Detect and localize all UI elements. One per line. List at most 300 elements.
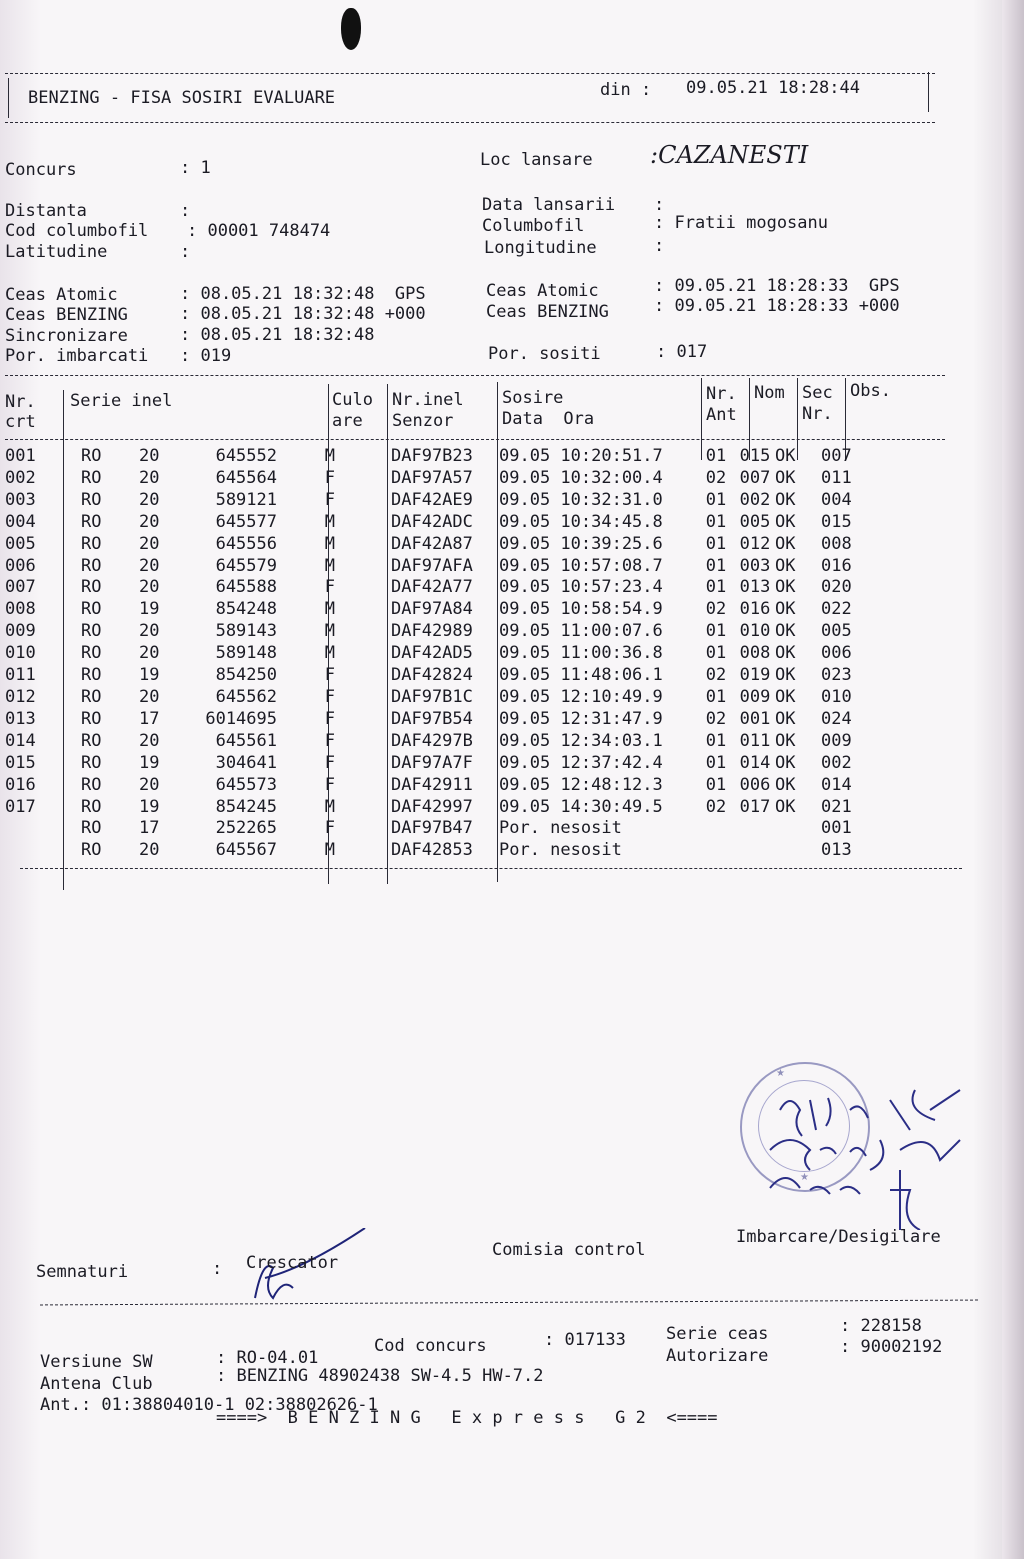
autorizare-value: : 90002192 [840, 1337, 943, 1357]
arrival-time-cell: 09.05 10:32:31.0 [499, 489, 663, 510]
cod-columbofil-value: : 00001 748474 [187, 221, 331, 241]
sex-cell: F [324, 708, 335, 729]
arrival-time-cell: 09.05 10:57:23.4 [499, 577, 663, 598]
arrival-time-cell: Por. nesosit [499, 818, 622, 839]
sensor-id-cell: DAF42AD5 [391, 643, 473, 664]
table-row [5, 512, 881, 534]
imbarcare-desigilare-label: Imbarcare/Desigilare [736, 1227, 941, 1247]
arrival-time-cell: 09.05 11:48:06.1 [499, 665, 663, 686]
antenna-nr-cell: 01 [705, 446, 727, 466]
ring-number-cell: 645573 [215, 774, 277, 795]
sex-cell: F [324, 467, 335, 488]
nom-cell: 019 [739, 665, 771, 686]
color-cell [341, 665, 391, 687]
sex-cell: F [324, 665, 335, 686]
table-row [5, 775, 881, 797]
country-code-cell: RO [81, 533, 102, 554]
antenna-nr-cell [697, 818, 735, 840]
obs-cell: 008 [821, 533, 852, 554]
table-row [5, 840, 881, 862]
sex-cell: M [324, 599, 335, 620]
nom-cell: 001 [739, 708, 771, 729]
columbofil-value: : Fratii mogosanu [654, 213, 828, 233]
sex-cell: M [324, 511, 335, 532]
ring-number-cell: 645567 [215, 840, 277, 861]
country-code-cell: RO [81, 774, 102, 795]
ring-year-cell: 19 [139, 665, 160, 686]
antenna-nr-cell: 02 [705, 665, 727, 686]
sensor-id-cell: DAF42853 [391, 840, 473, 861]
ring-year-cell: 20 [139, 840, 160, 861]
country-code-cell: RO [81, 818, 102, 839]
country-code-cell: RO [81, 665, 102, 686]
ceas-benzing-start-value: : 08.05.21 18:32:48 +000 [180, 304, 426, 324]
ring-number-cell: 645564 [215, 467, 277, 488]
country-code-cell: RO [81, 643, 102, 664]
table-row [5, 731, 881, 753]
row-nr-cell: 006 [5, 555, 36, 576]
col-header-serie-inel: Serie inel [70, 391, 173, 411]
nom-cell: 006 [739, 774, 771, 795]
obs-cell: 024 [821, 708, 852, 729]
country-code-cell: RO [81, 686, 102, 707]
ceas-atomic-start-label: Ceas Atomic [5, 285, 118, 305]
sex-cell: F [324, 489, 335, 510]
country-code-cell: RO [81, 489, 102, 510]
sex-cell: M [324, 446, 335, 466]
ring-number-cell: 645579 [215, 555, 277, 576]
arrival-time-cell: 09.05 12:31:47.9 [499, 708, 663, 729]
loc-lansare-value: :CAZANESTI [650, 141, 809, 169]
data-lansarii-label: Data lansarii [482, 195, 616, 215]
ring-year-cell: 20 [139, 730, 160, 751]
header-left-border [8, 78, 9, 118]
nom-cell: 010 [739, 621, 771, 642]
sensor-id-cell: DAF97A57 [391, 467, 473, 488]
ring-year-cell: 20 [139, 686, 160, 707]
nom-cell: 011 [739, 730, 771, 751]
security-status-cell [775, 818, 821, 840]
longitudine-label: Longitudine [484, 238, 597, 258]
sensor-id-cell: DAF42A77 [391, 577, 473, 598]
country-code-cell: RO [81, 446, 102, 466]
color-cell [341, 512, 391, 534]
row-nr-cell [5, 840, 81, 862]
semnaturi-label: Semnaturi [36, 1262, 129, 1282]
table-row [5, 621, 881, 643]
ring-year-cell: 20 [139, 533, 160, 554]
row-nr-cell [5, 818, 81, 840]
obs-cell: 015 [821, 511, 852, 532]
country-code-cell: RO [81, 752, 102, 773]
antenna-ids: Ant.: 01:38804010-1 02:38802626-1 [40, 1395, 378, 1415]
color-cell [341, 556, 391, 578]
ceas-benzing-end-value: : 09.05.21 18:28:33 +000 [654, 296, 900, 316]
sex-cell: F [324, 818, 335, 839]
table-row [5, 818, 881, 840]
security-status-cell: OK [775, 489, 796, 510]
ceas-atomic-end-value: : 09.05.21 18:28:33 GPS [654, 276, 900, 296]
document-title: BENZING - FISA SOSIRI EVALUARE [28, 88, 336, 108]
antenna-nr-cell: 01 [705, 730, 727, 751]
ring-number-cell: 589121 [215, 489, 277, 510]
security-status-cell: OK [775, 665, 796, 686]
ring-year-cell: 20 [139, 511, 160, 532]
sex-cell: F [324, 686, 335, 707]
obs-cell: 011 [821, 467, 852, 488]
arrival-time-cell: 09.05 10:20:51.7 [499, 446, 663, 466]
row-nr-cell: 016 [5, 774, 36, 795]
ring-year-cell: 19 [139, 599, 160, 620]
arrival-time-cell: 09.05 10:32:00.4 [499, 467, 663, 488]
por-imbarcati-value: : 019 [180, 346, 232, 366]
arrival-time-cell: 09.05 10:39:25.6 [499, 533, 663, 554]
sensor-id-cell: DAF42A87 [391, 533, 473, 554]
col-header-data-ora: Data Ora [502, 409, 595, 429]
color-cell [341, 753, 391, 775]
arrival-time-cell: 09.05 10:34:45.8 [499, 511, 663, 532]
col-header-nr: Nr. [5, 392, 36, 412]
ring-number-cell: 304641 [215, 752, 277, 773]
table-row [5, 753, 881, 775]
table-row [5, 687, 881, 709]
antenna-nr-cell: 02 [705, 796, 727, 817]
country-code-cell: RO [81, 555, 102, 576]
country-code-cell: RO [81, 511, 102, 532]
sensor-id-cell: DAF42989 [391, 621, 473, 642]
loc-lansare-label: Loc lansare [480, 150, 593, 170]
col-header-culo: Culo [332, 390, 373, 410]
country-code-cell: RO [81, 577, 102, 598]
latitudine-label: Latitudine [5, 242, 108, 262]
row-nr-cell: 001 [5, 446, 36, 466]
col-header-sec: Sec [802, 383, 833, 403]
obs-cell: 013 [821, 840, 852, 861]
row-nr-cell: 010 [5, 643, 36, 664]
sensor-id-cell: DAF97A84 [391, 599, 473, 620]
color-cell [341, 599, 391, 621]
col-header-nr-ant: Nr. [706, 384, 737, 404]
sex-cell: M [324, 840, 335, 861]
arrival-time-cell: 09.05 10:58:54.9 [499, 599, 663, 620]
ring-year-cell: 20 [139, 489, 160, 510]
cod-concurs-label: Cod concurs [374, 1336, 487, 1356]
col-header-nom: Nom [754, 383, 785, 403]
ring-number-cell: 854248 [215, 599, 277, 620]
sensor-id-cell: DAF42911 [391, 774, 473, 795]
security-status-cell: OK [775, 708, 796, 729]
versiune-sw-value: : RO-04.01 [216, 1348, 319, 1368]
semnaturi-colon: : [212, 1259, 223, 1279]
arrival-time-cell: 09.05 11:00:07.6 [499, 621, 663, 642]
stamp-mark: ★ [776, 1068, 785, 1079]
col-header-sec-nr: Nr. [802, 404, 833, 424]
antenna-nr-cell: 01 [705, 533, 727, 554]
sincronizare-value: : 08.05.21 18:32:48 [180, 325, 375, 345]
serie-ceas-value: : 228158 [840, 1316, 922, 1336]
antenna-nr-cell: 01 [705, 621, 727, 642]
country-code-cell: RO [81, 796, 102, 817]
obs-cell: 023 [821, 665, 852, 686]
ceas-benzing-start-label: Ceas BENZING [5, 305, 128, 325]
antenna-nr-cell: 01 [705, 686, 727, 707]
punch-hole [341, 8, 361, 50]
header-top-border [5, 73, 935, 74]
sex-cell: F [324, 752, 335, 773]
country-code-cell: RO [81, 730, 102, 751]
country-code-cell: RO [81, 708, 102, 729]
security-status-cell: OK [775, 796, 796, 817]
security-status-cell: OK [775, 511, 796, 532]
arrivals-table [5, 446, 881, 862]
country-code-cell: RO [81, 467, 102, 488]
arrival-time-cell: 09.05 14:30:49.5 [499, 796, 663, 817]
nom-cell: 008 [739, 643, 771, 664]
sex-cell: F [324, 730, 335, 751]
row-nr-cell: 014 [5, 730, 36, 751]
antenna-nr-cell: 02 [705, 467, 727, 488]
ring-number-cell: 645556 [215, 533, 277, 554]
serie-ceas-label: Serie ceas [666, 1324, 769, 1344]
ring-number-cell: 854250 [215, 665, 277, 686]
ring-number-cell: 589148 [215, 643, 277, 664]
color-cell [341, 468, 391, 490]
antenna-nr-cell: 01 [705, 555, 727, 576]
columbofil-label: Columbofil [482, 216, 585, 236]
color-cell [341, 818, 391, 840]
obs-cell: 009 [821, 730, 852, 751]
antenna-nr-cell: 01 [705, 511, 727, 532]
nom-cell: 014 [739, 752, 771, 773]
color-cell [341, 577, 391, 599]
security-status-cell: OK [775, 730, 796, 751]
sensor-id-cell: DAF97B47 [391, 818, 473, 839]
arrival-time-cell: 09.05 10:57:08.7 [499, 555, 663, 576]
versiune-sw-label: Versiune SW [40, 1352, 153, 1372]
nom-cell: 013 [739, 577, 771, 598]
row-nr-cell: 015 [5, 752, 36, 773]
report-date-label: din : [600, 80, 652, 100]
table-bottom-border [20, 868, 962, 869]
security-status-cell: OK [775, 533, 796, 554]
row-nr-cell: 013 [5, 708, 36, 729]
table-row [5, 599, 881, 621]
cod-concurs-value: : 017133 [544, 1330, 626, 1350]
ring-year-cell: 20 [139, 621, 160, 642]
table-row [5, 797, 881, 819]
obs-cell: 007 [821, 446, 852, 466]
ring-year-cell: 17 [139, 818, 160, 839]
security-status-cell: OK [775, 643, 796, 664]
nom-cell: 012 [739, 533, 771, 554]
table-row [5, 534, 881, 556]
sex-cell: F [324, 774, 335, 795]
obs-cell: 016 [821, 555, 852, 576]
sensor-id-cell: DAF97AFA [391, 555, 473, 576]
country-code-cell: RO [81, 599, 102, 620]
color-cell [341, 621, 391, 643]
nom-cell: 009 [739, 686, 771, 707]
table-row [5, 643, 881, 665]
por-sositi-label: Por. sositi [488, 344, 601, 364]
row-nr-cell: 002 [5, 467, 36, 488]
col-header-ant: Ant [706, 405, 737, 425]
obs-cell: 002 [821, 752, 852, 773]
ring-number-cell: 645561 [215, 730, 277, 751]
color-cell [341, 643, 391, 665]
ring-year-cell: 20 [139, 446, 160, 466]
color-cell [341, 446, 391, 468]
ring-year-cell: 20 [139, 774, 160, 795]
color-cell [341, 731, 391, 753]
sensor-id-cell: DAF97B23 [391, 446, 473, 466]
nom-cell [735, 840, 775, 862]
antenna-nr-cell: 01 [705, 643, 727, 664]
row-nr-cell: 011 [5, 665, 36, 686]
col-header-crt: crt [5, 412, 36, 432]
arrival-time-cell: Por. nesosit [499, 840, 622, 861]
color-cell [341, 534, 391, 556]
arrival-time-cell: 09.05 12:10:49.9 [499, 686, 663, 707]
ring-year-cell: 20 [139, 467, 160, 488]
table-row [5, 709, 881, 731]
country-code-cell: RO [81, 621, 102, 642]
security-status-cell: OK [775, 774, 796, 795]
nom-cell: 003 [739, 555, 771, 576]
security-status-cell: OK [775, 686, 796, 707]
ring-year-cell: 20 [139, 643, 160, 664]
ring-number-cell: 854245 [215, 796, 277, 817]
obs-cell: 005 [821, 621, 852, 642]
committee-signatures [740, 1080, 980, 1230]
country-code-cell: RO [81, 840, 102, 861]
obs-cell: 021 [821, 796, 852, 817]
sensor-id-cell: DAF97B1C [391, 686, 473, 707]
antenna-nr-cell: 02 [705, 599, 727, 620]
sex-cell: M [324, 796, 335, 817]
antenna-nr-cell: 01 [705, 489, 727, 510]
comisia-control-label: Comisia control [492, 1240, 646, 1260]
por-imbarcati-label: Por. imbarcati [5, 346, 149, 366]
obs-cell: 020 [821, 577, 852, 598]
antenna-nr-cell: 02 [705, 708, 727, 729]
row-nr-cell: 004 [5, 511, 36, 532]
report-date-value: 09.05.21 18:28:44 [686, 78, 860, 98]
nom-cell: 016 [739, 599, 771, 620]
antena-club-value: : BENZING 48902438 SW-4.5 HW-7.2 [216, 1366, 544, 1386]
antenna-nr-cell: 01 [705, 774, 727, 795]
security-status-cell: OK [775, 752, 796, 773]
color-cell [341, 840, 391, 862]
security-status-cell [775, 840, 821, 862]
security-status-cell: OK [775, 599, 796, 620]
paper-edge [1002, 0, 1024, 1559]
concurs-value: : 1 [180, 158, 211, 178]
concurs-label: Concurs [5, 160, 77, 180]
security-status-cell: OK [775, 577, 796, 598]
nom-cell: 005 [739, 511, 771, 532]
color-cell [341, 797, 391, 819]
ring-number-cell: 645562 [215, 686, 277, 707]
ring-year-cell: 19 [139, 752, 160, 773]
row-nr-cell: 003 [5, 489, 36, 510]
por-sositi-value: : 017 [656, 342, 708, 362]
obs-cell: 022 [821, 599, 852, 620]
security-status-cell: OK [775, 446, 796, 466]
latitudine-value: : [180, 242, 191, 262]
ring-number-cell: 645588 [215, 577, 277, 598]
sensor-id-cell: DAF42ADC [391, 511, 473, 532]
ring-year-cell: 17 [139, 708, 160, 729]
arrival-time-cell: 09.05 12:37:42.4 [499, 752, 663, 773]
obs-cell: 001 [821, 818, 852, 839]
row-nr-cell: 008 [5, 599, 36, 620]
sex-cell: M [324, 643, 335, 664]
stamp-mark: ★ [800, 1172, 809, 1183]
color-cell [341, 687, 391, 709]
arrival-time-cell: 09.05 12:48:12.3 [499, 774, 663, 795]
color-cell [341, 490, 391, 512]
col-header-sosire: Sosire [502, 388, 564, 408]
crescator-label: Crescator [246, 1253, 339, 1273]
ceas-atomic-end-label: Ceas Atomic [486, 281, 599, 301]
sensor-id-cell: DAF42AE9 [391, 489, 473, 510]
nom-cell: 017 [739, 796, 771, 817]
antena-club-label: Antena Club [40, 1374, 153, 1394]
table-row [5, 577, 881, 599]
ring-number-cell: 645577 [215, 511, 277, 532]
ring-year-cell: 20 [139, 577, 160, 598]
row-nr-cell: 005 [5, 533, 36, 554]
ring-year-cell: 19 [139, 796, 160, 817]
arrival-time-cell: 09.05 12:34:03.1 [499, 730, 663, 751]
antenna-nr-cell: 01 [705, 577, 727, 598]
nom-cell: 007 [739, 467, 771, 488]
table-row [5, 490, 881, 512]
table-top-border [5, 375, 945, 376]
row-nr-cell: 012 [5, 686, 36, 707]
cod-columbofil-label: Cod columbofil [5, 221, 149, 241]
security-status-cell: OK [775, 621, 796, 642]
sensor-id-cell: DAF42824 [391, 665, 473, 686]
arrival-time-cell: 09.05 11:00:36.8 [499, 643, 663, 664]
sex-cell: F [324, 577, 335, 598]
ring-year-cell: 20 [139, 555, 160, 576]
obs-cell: 014 [821, 774, 852, 795]
autorizare-label: Autorizare [666, 1346, 769, 1366]
sex-cell: M [324, 621, 335, 642]
sensor-id-cell: DAF97A7F [391, 752, 473, 773]
sensor-id-cell: DAF42997 [391, 796, 473, 817]
sex-cell: M [324, 555, 335, 576]
ceas-atomic-start-value: : 08.05.21 18:32:48 GPS [180, 284, 426, 304]
table-row [5, 556, 881, 578]
color-cell [341, 775, 391, 797]
col-header-senzor: Senzor [392, 411, 454, 431]
table-row [5, 468, 881, 490]
obs-cell: 006 [821, 643, 852, 664]
security-status-cell: OK [775, 555, 796, 576]
obs-cell: 010 [821, 686, 852, 707]
table-header-border [5, 439, 945, 440]
distanta-value: : [180, 201, 191, 221]
sex-cell: M [324, 533, 335, 554]
benzing-express-banner: ====> B E N Z I N G E x p r e s s G 2 <==== [216, 1408, 718, 1428]
sensor-id-cell: DAF4297B [391, 730, 473, 751]
ring-number-cell: 645552 [215, 446, 277, 466]
row-nr-cell: 009 [5, 621, 36, 642]
security-status-cell: OK [775, 467, 796, 488]
